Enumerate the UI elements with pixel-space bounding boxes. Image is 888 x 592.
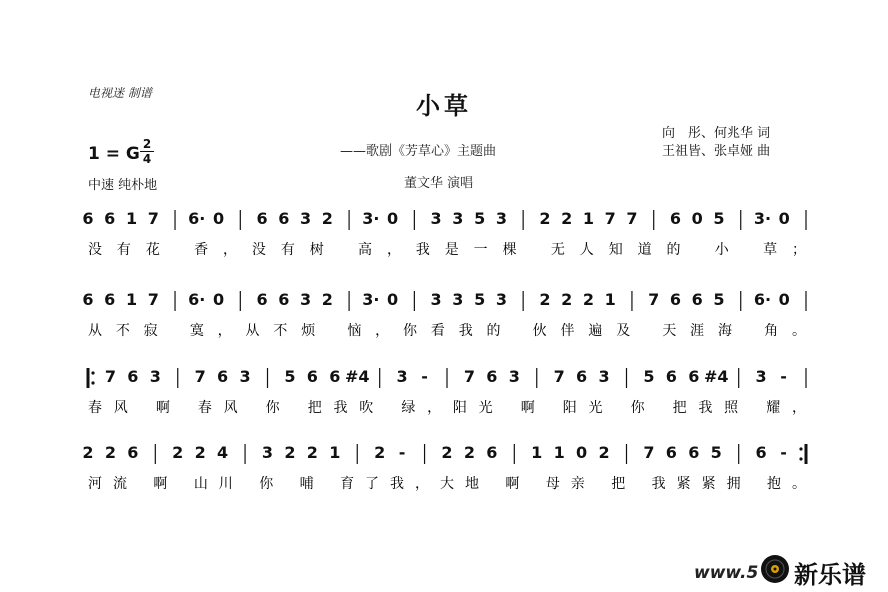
note: 7 <box>643 443 655 462</box>
note: 6 <box>669 290 682 309</box>
note: 2 <box>321 290 333 309</box>
note: 3 <box>239 367 251 386</box>
note: 1 <box>604 290 616 309</box>
note: 3 <box>149 367 161 386</box>
note: 6 <box>665 367 677 386</box>
note: 6 <box>691 290 703 309</box>
note: 3 <box>300 209 312 228</box>
lyric-line: 河流 啊 山川 你 哺 育了我，大地 啊 母亲 把 我紧紧拥 抱。 <box>88 476 806 492</box>
lyric-line: 春风 啊 春风 你 把我吹 绿，阳光 啊 阳光 你 把我照 耀， <box>88 400 806 416</box>
note: 3 <box>300 290 312 309</box>
note: 2 <box>374 443 386 462</box>
note: 0 <box>778 209 790 228</box>
note: 6 <box>665 443 677 462</box>
note: 6 <box>688 367 700 386</box>
note: 7 <box>648 290 660 309</box>
note: 2 <box>194 443 206 462</box>
repeat-dot <box>799 447 802 450</box>
note: 3· <box>362 209 380 228</box>
note: 6· <box>753 290 772 309</box>
note: 7 <box>147 290 159 309</box>
repeat-dot <box>91 381 94 384</box>
note: 0 <box>212 209 225 228</box>
note: 0 <box>387 290 399 309</box>
note: 6 <box>127 367 139 386</box>
note: 3 <box>261 443 274 462</box>
site-logo: 新乐谱 <box>794 561 866 589</box>
note: 1 <box>125 290 138 309</box>
note: 7 <box>604 209 616 228</box>
note: 2 <box>539 209 551 228</box>
lyric-line: 从不寂 寞，从不烦 恼，你看我的 伙伴遍及 天涯海 角。 <box>88 323 806 339</box>
time-signature-bottom: 4 <box>142 152 152 166</box>
note: 3 <box>755 367 767 386</box>
note: 3 <box>495 290 507 309</box>
note: #4 <box>703 367 729 386</box>
repeat-dot <box>91 371 94 374</box>
note: 1 <box>553 443 565 462</box>
repeat-dot <box>799 457 802 460</box>
note: 7 <box>104 367 117 386</box>
song-subtitle: ——歌剧《芳草心》主题曲 <box>340 144 497 159</box>
note: 3 <box>452 209 464 228</box>
song-title: 小草 <box>416 92 472 120</box>
note: 1 <box>531 443 543 462</box>
note: 5 <box>474 209 486 228</box>
note: 6 <box>669 209 682 228</box>
composer-credit: 王祖皆、张卓娅 曲 <box>662 144 771 159</box>
note: - <box>780 367 787 386</box>
note: 3 <box>396 367 408 386</box>
note: - <box>780 443 787 462</box>
note: 5 <box>713 209 725 228</box>
note: 0 <box>778 290 790 309</box>
note: 1 <box>329 443 341 462</box>
note: 2 <box>561 290 573 309</box>
tempo-marking: 中速 纯朴地 <box>88 178 158 193</box>
note: 6 <box>256 290 268 309</box>
lyric-line: 没有花 香，没有树 高，我是一棵 无人知道的 小 草； <box>88 242 807 258</box>
note: 2 <box>441 443 453 462</box>
note: 6 <box>486 367 498 386</box>
note: 4 <box>217 443 229 462</box>
note: 6 <box>306 367 318 386</box>
site-watermark: www.5 <box>694 563 759 583</box>
note: 3 <box>430 290 442 309</box>
note: 0 <box>691 209 703 228</box>
note: 7 <box>147 209 159 228</box>
note: 2 <box>82 443 94 462</box>
note: 6· <box>188 290 206 309</box>
note: 6 <box>82 290 94 309</box>
note: 5 <box>713 290 725 309</box>
note: 1 <box>125 209 138 228</box>
key-signature: 1 = G <box>88 144 140 164</box>
note: 3 <box>508 367 520 386</box>
note: 6 <box>256 209 268 228</box>
lyricist-credit: 向 彤、何兆华 词 <box>662 126 771 141</box>
note: 6· <box>188 209 206 228</box>
note: 0 <box>576 443 588 462</box>
note: 2 <box>306 443 318 462</box>
note: 2 <box>598 443 610 462</box>
time-signature-top: 2 <box>142 137 152 151</box>
note: 7 <box>463 367 476 386</box>
note: 5 <box>643 367 655 386</box>
note: 6 <box>278 290 290 309</box>
note: 2 <box>284 443 296 462</box>
note: 3 <box>598 367 610 386</box>
note: 2 <box>463 443 476 462</box>
note: 3· <box>753 209 772 228</box>
note: 3 <box>495 209 507 228</box>
note: 2 <box>539 290 551 309</box>
music-disc-icon <box>760 554 790 588</box>
note: - <box>421 367 428 386</box>
singer-credit: 董文华 演唱 <box>404 176 474 191</box>
note: 1 <box>582 209 594 228</box>
note: 6 <box>755 443 767 462</box>
note: 3 <box>430 209 442 228</box>
note: 6 <box>576 367 588 386</box>
note: 5 <box>284 367 296 386</box>
note: 2 <box>582 290 594 309</box>
note: 2 <box>321 209 333 228</box>
note: 6 <box>104 290 116 309</box>
note: 2 <box>104 443 117 462</box>
note: 2 <box>172 443 184 462</box>
note: 6 <box>217 367 229 386</box>
note: 7 <box>553 367 565 386</box>
note: 2 <box>561 209 573 228</box>
note: 6 <box>104 209 116 228</box>
note: 5 <box>710 443 722 462</box>
note: #4 <box>344 367 370 386</box>
note: - <box>398 443 406 462</box>
note: 3· <box>362 290 380 309</box>
note: 6 <box>127 443 139 462</box>
note: 7 <box>194 367 206 386</box>
note: 6 <box>688 443 700 462</box>
note: 0 <box>212 290 225 309</box>
score-credit: 电视迷 制谱 <box>88 86 152 100</box>
note: 3 <box>452 290 464 309</box>
note: 6 <box>486 443 498 462</box>
note: 6 <box>82 209 94 228</box>
note: 6 <box>329 367 341 386</box>
note: 7 <box>626 209 638 228</box>
note: 5 <box>474 290 486 309</box>
note: 0 <box>387 209 399 228</box>
note: 6 <box>278 209 290 228</box>
